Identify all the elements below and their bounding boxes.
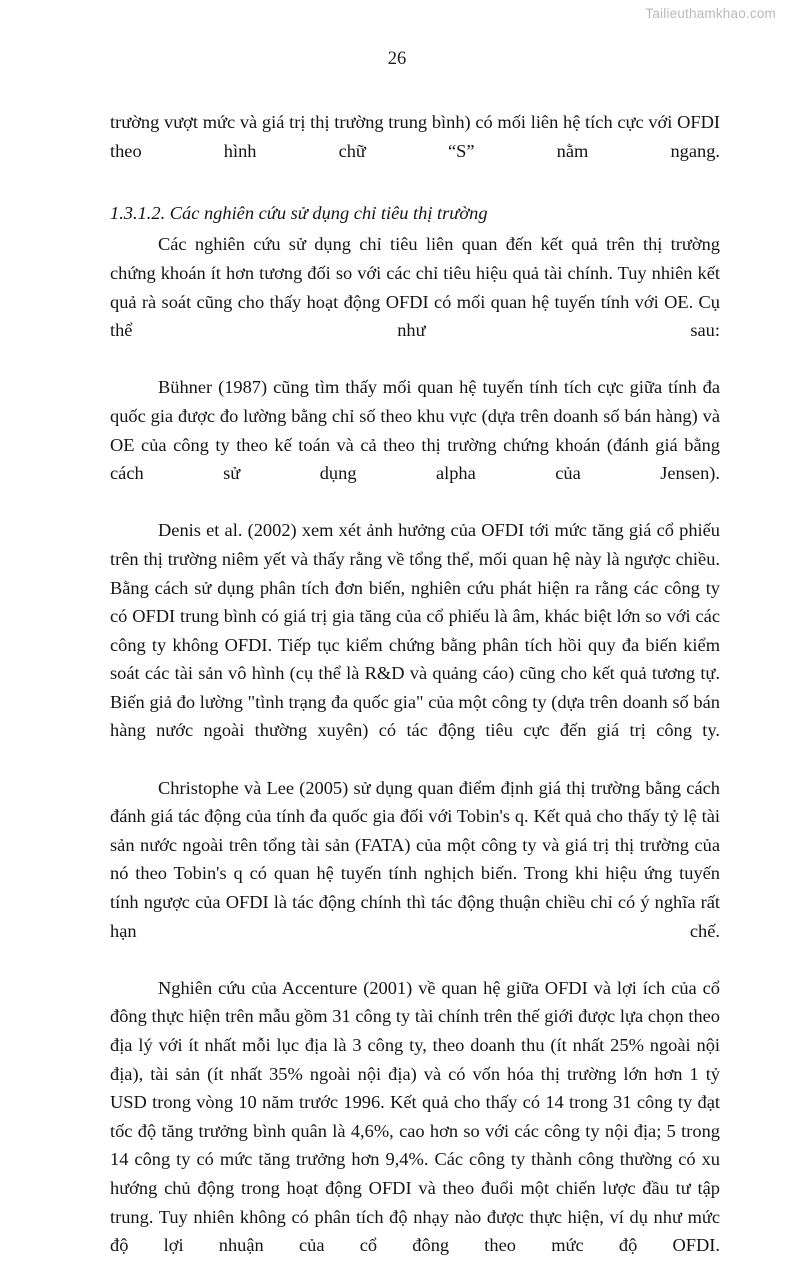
paragraph-christophe-lee-2005: Christophe và Lee (2005) sử dụng quan điểm định giá thị trường bằng cách đánh giá tác động của tính đa quốc gia đối với Tobin's q. Kết quả cho thấy tỷ lệ tài sản nước ngoài trên tổng tài sản (FATA) của một công ty và giá trị thị trường của nó theo Tobin's q có quan hệ tuyến tính nghịch biến. Trong khi hiệu ứng tuyến tính ngược của OFDI là tác động chính thì tác động thuận chiều chỉ có ý nghĩa rất hạn chế. — [110, 777, 720, 941]
section-heading: 1.3.1.2. Các nghiên cứu sử dụng chỉ tiêu thị trường — [110, 202, 488, 223]
page-number: 26 — [387, 49, 407, 69]
watermark-text: Tailieuthamkhao.com — [645, 6, 776, 21]
paragraph-market-indicators-overview: Các nghiên cứu sử dụng chỉ tiêu liên quan đến kết quả trên thị trường chứng khoán ít hơn tương đối so với các chỉ tiêu hiệu quả tài chính. Tuy nhiên kết quả rà soát cũng cho thấy hoạt động OFDI có mối quan hệ tuyến tính với OE. Cụ thể như sau: — [110, 234, 720, 341]
paragraph-accenture-2001: Nghiên cứu của Accenture (2001) về quan hệ giữa OFDI và lợi ích của cổ đông thực hiện trên mẫu gồm 31 công ty tài chính trên thế giới được lựa chọn theo địa lý với ít nhất mỗi lục địa là 3 công ty, theo doanh thu (ít nhất 25% ngoài nội địa), tài sản (ít nhất 35% ngoài nội địa) và có vốn hóa thị trường lớn hơn 1 tỷ USD trong vòng 10 năm trước 1996. Kết quả cho thấy có 14 trong 31 công ty đạt tốc độ tăng trưởng bình quân là 4,6%, cao hơn so với các công ty nội địa; 5 trong 14 công ty có mức tăng trưởng hơn 9,4%. Các công ty thành công thường có xu hướng chủ động trong hoạt động OFDI và theo đuổi một chiến lược đầu tư tập trung. Tuy nhiên không có phân tích độ nhạy nào được thực hiện, ví dụ như mức độ lợi nhuận của cổ đông theo mức độ OFDI. — [110, 977, 720, 1256]
paragraph-continued: trường vượt mức và giá trị thị trường trung bình) có mối liên hệ tích cực với OFDI theo hình chữ “S” nằm ngang. — [110, 112, 720, 161]
body-text-column — [110, 108, 720, 1288]
paragraph-denis-2002: Denis et al. (2002) xem xét ảnh hưởng của OFDI tới mức tăng giá cổ phiếu trên thị trường niêm yết và thấy rằng về tổng thể, mối quan hệ này là ngược chiều. Bằng cách sử dụng phân tích đơn biến, nghiên cứu phát hiện ra rằng các công ty có OFDI trung bình có giá trị gia tăng của cổ phiếu là âm, khác biệt lớn so với các công ty không OFDI. Tiếp tục kiểm chứng bằng phân tích hồi quy đa biến kiểm soát các tài sản vô hình (cụ thể là R&D và quảng cáo) cũng cho kết quả tương tự. Biến giả đo lường "tình trạng đa quốc gia" của một công ty (dựa trên doanh số bán hàng nước ngoài thường xuyên) có tác động tiêu cực đến giá trị công ty. — [110, 520, 720, 741]
paragraph-buhner-1987: Bühner (1987) cũng tìm thấy mối quan hệ tuyến tính tích cực giữa tính đa quốc gia được đo lường bằng chỉ số theo khu vực (dựa trên doanh số bán hàng) và OE của công ty theo kế toán và cả theo thị trường chứng khoán (đánh giá bằng cách sử dụng alpha của Jensen). — [110, 377, 720, 484]
